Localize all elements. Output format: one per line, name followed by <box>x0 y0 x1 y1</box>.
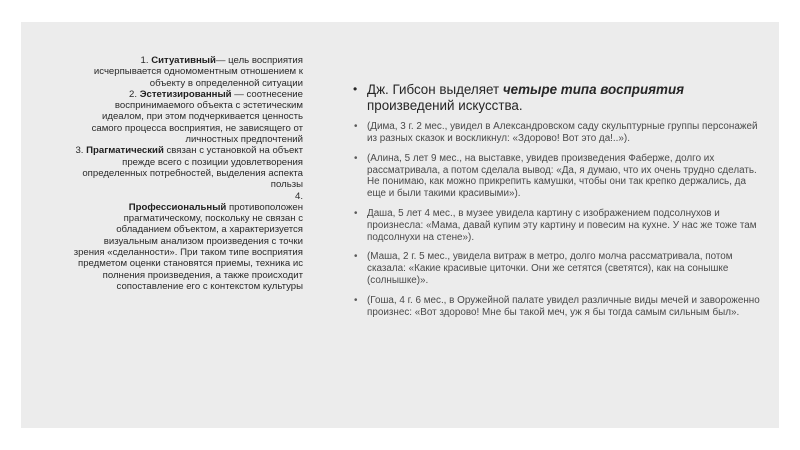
bullet-icon: • <box>354 207 358 219</box>
bullet-icon: • <box>354 294 358 306</box>
perception-types-list <box>73 55 303 292</box>
example-dasha: • Даша, 5 лет 4 мес., в музее увидела картину с изображением подсолнухов и произнесла: «Мама, давай купим эту картину и повесим на кухне. У нас же тоже там подсолнухи на стене»). <box>354 207 757 243</box>
type-situational <box>73 55 303 89</box>
type-pragmatic <box>73 145 303 190</box>
type-professional <box>73 191 303 293</box>
slide-background <box>21 22 779 428</box>
headline: • Дж. Гибсон выделяет четыре типа восприятия произведений искусства. <box>353 82 685 113</box>
example-gosha: • (Гоша, 4 г. 6 мес., в Оружейной палате увидел различные виды мечей и завороженно произнес: «Вот здорово! Мне бы такой меч, уж я бы тогда самым сильным был». <box>354 294 760 318</box>
bullet-icon: • <box>354 121 358 133</box>
bullet-icon: • <box>354 251 358 263</box>
example-masha: • (Маша, 2 г. 5 мес., увидела витраж в метро, долго молча рассматривала, потом сказала: «Какие красивые циточки. Они же сетятся (светятся), как на сонышке (солнышке)». <box>354 251 733 286</box>
item-text: противоположен прагматическому, поскольку не связан с обладанием объектом, а характеризуется визуальным анализом произведения с точки зрения «сделанности». При таком типе восприятия предметом оценки становятся приемы, техника ис полнения произведения, а также происходит сопоставление его с контекстом культуры <box>73 201 303 292</box>
item-number: 3. <box>75 145 84 157</box>
item-term: Профессиональный <box>128 201 227 213</box>
item-text: — соотнесение воспринимаемого объекта с эстетическим идеалом, при этом подчеркивается ценность самого процесса восприятия, не зависящего от личностных предпочтений <box>91 88 303 146</box>
item-number: 2. <box>129 88 138 100</box>
item-term: Ситуативный <box>151 55 216 66</box>
headline-emphasis: четыре типа восприятия <box>502 82 685 97</box>
item-term: Эстетизированный <box>139 88 232 100</box>
item-text: связан с установкой на объект прежде всего с позиции удовлетворения определенных потребностей, выделения аспекта пользы <box>82 145 303 191</box>
item-term: Прагматический <box>86 145 164 157</box>
bullet-icon: • <box>354 152 358 164</box>
example-dima: • (Дима, 3 г. 2 мес., увидел в Александровском саду скульптурные группы персонажей из разных сказок и воскликнул: «Здорово! Вот это да!..»). <box>354 121 758 144</box>
type-aestheticized <box>73 89 303 145</box>
item-number: 4. <box>294 190 303 202</box>
bullet-icon: • <box>353 82 358 96</box>
item-number: 1. <box>140 55 149 66</box>
examples-column <box>353 82 763 326</box>
example-alina: • (Алина, 5 лет 9 мес., на выставке, увидев произведения Фаберже, долго их рассматривала, а потом сделала вывод: «Да, я думаю, что их очень трудно сделать. Не понимаю, как можно прикрепить камушки, чтобы они так крепко держались, да еще и были такими красивыми»). <box>354 152 757 200</box>
item-text: — цель восприятия исчерпывается одномоментным отношением к объекту в определенной ситуации <box>93 55 303 89</box>
